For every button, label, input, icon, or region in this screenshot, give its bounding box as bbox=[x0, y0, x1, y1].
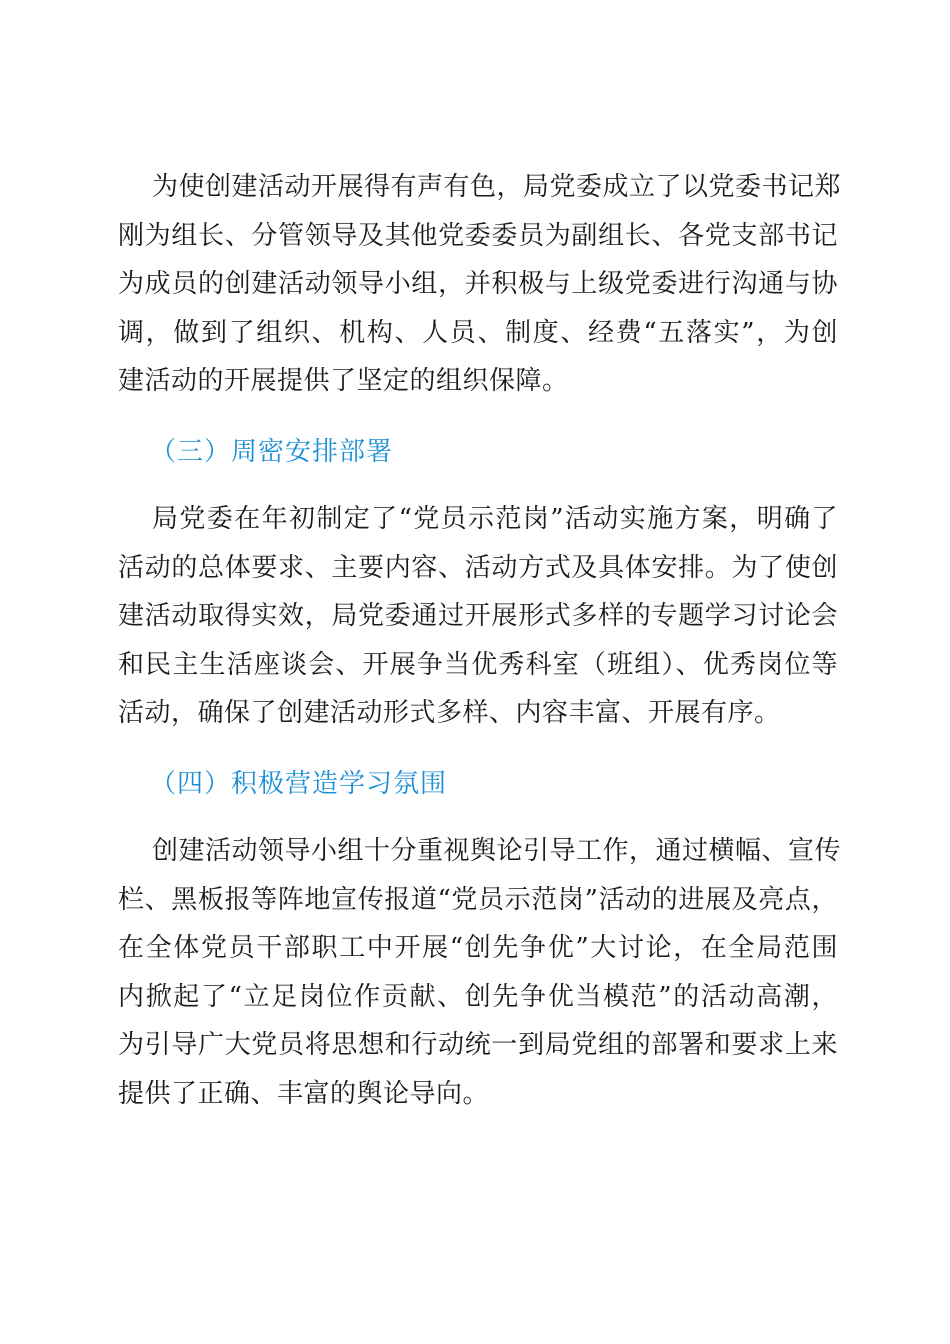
paragraph-organization bbox=[118, 163, 842, 406]
paragraph-line: 调，做到了组织、机构、人员、制度、经费“五落实”，为创 bbox=[118, 317, 838, 348]
paragraph-line: 局党委在年初制定了“党员示范岗”活动实施方案，明确了 bbox=[152, 504, 838, 534]
paragraph-line: 刚为组长、分管领导及其他党委委员为副组长、各党支部书记 bbox=[118, 220, 838, 251]
paragraph-line: 建活动取得实效，局党委通过开展形式多样的专题学习讨论会 bbox=[118, 601, 838, 631]
paragraph-line: 为使创建活动开展得有声有色，局党委成立了以党委书记郑 bbox=[152, 172, 842, 202]
paragraph-line: 内掀起了“立足岗位作贡献、创先争优当模范”的活动高潮， bbox=[118, 981, 838, 1012]
paragraph-line: 栏、黑板报等阵地宣传报道“党员示范岗”活动的进展及亮点， bbox=[118, 884, 838, 915]
section-heading-3: （三）周密安排部署 bbox=[150, 437, 394, 467]
paragraph-line: 建活动的开展提供了坚定的组织保障。 bbox=[118, 366, 569, 396]
paragraph-line: 提供了正确、丰富的舆论导向。 bbox=[118, 1078, 490, 1109]
paragraph-line: 创建活动领导小组十分重视舆论引导工作，通过横幅、宣传 bbox=[152, 836, 842, 866]
section-heading-4: （四）积极营造学习氛围 bbox=[150, 769, 448, 799]
paragraph-line: 在全体党员干部职工中开展“创先争优”大讨论，在全局范围 bbox=[118, 933, 838, 963]
paragraph-line: 和民主生活座谈会、开展争当优秀科室（班组）、优秀岗位等 bbox=[118, 649, 838, 680]
paragraph-atmosphere bbox=[118, 827, 842, 1118]
paragraph-line: 为成员的创建活动领导小组，并积极与上级党委进行沟通与协 bbox=[118, 269, 838, 299]
paragraph-arrangement bbox=[118, 495, 838, 738]
paragraph-line: 活动，确保了创建活动形式多样、内容丰富、开展有序。 bbox=[118, 698, 781, 728]
paragraph-line: 为引导广大党员将思想和行动统一到局党组的部署和要求上来 bbox=[118, 1030, 838, 1060]
paragraph-line: 活动的总体要求、主要内容、活动方式及具体安排。为了使创 bbox=[118, 552, 838, 583]
